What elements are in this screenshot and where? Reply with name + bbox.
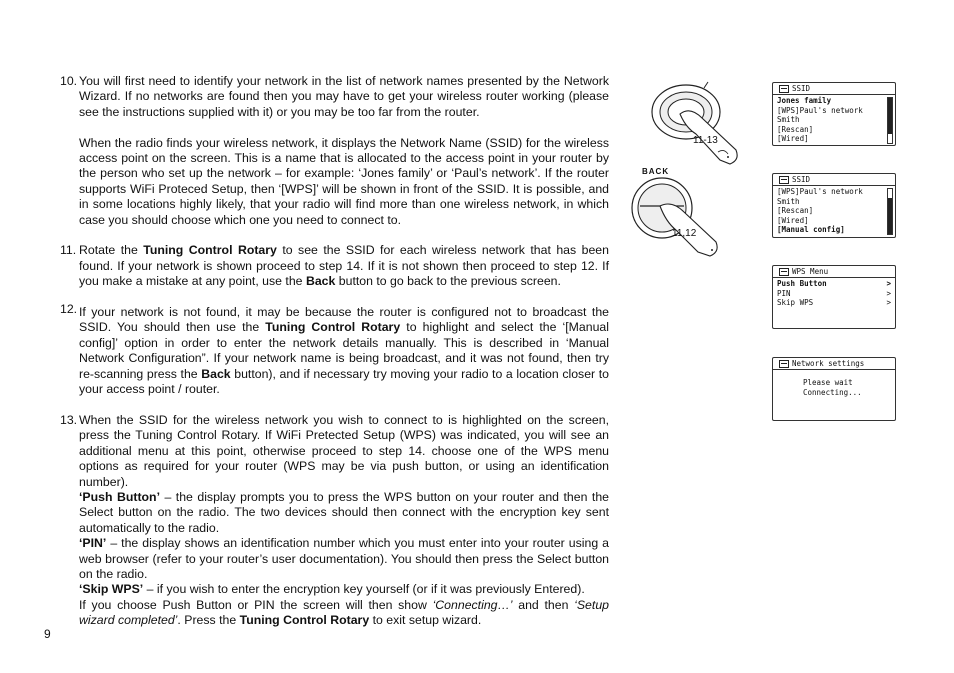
ssid-list-item[interactable]: [Rescan]	[777, 124, 814, 134]
step-12-paragraph: If your network is not found, it may be because the router is configured not to broadcast the SSID. You should then use the Tuning Control Rotary to highlight and select the ‘[Manual config]’ option in order to enter the network details manually. This is described in ‘Manual Network Configuration”. If your network name is being broadcast, and it was not found, then try re-scanning press the Back button), and if necessary try moving your radio to a location closer to your access point / router.	[79, 305, 609, 397]
back-label: BACK	[642, 167, 670, 176]
ssid-list-item[interactable]: Smith	[777, 115, 800, 125]
step-number: 11.	[60, 243, 77, 258]
step-13	[56, 413, 609, 629]
dial-step-label: 11-13	[693, 135, 718, 146]
display-icon	[779, 85, 789, 93]
pin-description: ‘PIN’ – the display shows an identification number which you must enter into your router using a web browser (refer to your router’s user documentation). You should then press the Select button on the radio.	[79, 536, 609, 581]
ssid-list-item[interactable]: [Manual config]	[777, 225, 845, 235]
scrollbar[interactable]	[887, 188, 893, 235]
wps-menu-item-pin[interactable]: PIN >	[777, 288, 891, 298]
ssid-list-item[interactable]: [Wired]	[777, 215, 809, 225]
page-number: 9	[44, 627, 51, 641]
step-10-paragraph-1: You will first need to identify your network in the list of network names presented by the Network Wizard. If no networks are found then you may have to get your wireless router working (please see the instructions supplied with it) or you may be too far from the router.	[79, 74, 609, 119]
wps-menu-item-push-button[interactable]: Push Button >	[777, 279, 891, 288]
step-12	[56, 302, 609, 397]
push-button-description: ‘Push Button’ – the display prompts you to press the WPS button on your router and then the Select button on the radio. The two devices should then connect with the encryption key sent automatically to the radio.	[79, 489, 609, 535]
skip-wps-description: ‘Skip WPS’ – if you wish to enter the encryption key yourself (or if it was previously Entered).	[79, 582, 585, 597]
ssid-list-item[interactable]: [WPS]Paul's network	[777, 105, 863, 115]
instructions-column	[56, 74, 609, 629]
screen-title: SSID	[792, 175, 811, 185]
screen-title: SSID	[792, 84, 811, 94]
ssid-screen-1	[772, 82, 896, 146]
step-number: 13.	[60, 412, 78, 427]
step-number: 12.	[60, 302, 78, 317]
back-step-label: 11,12	[672, 228, 697, 239]
step-13-paragraph: When the SSID for the wireless network you wish to connect to is highlighted on the screen, press the Tuning Control Rotary. If WiFi Pretected Setup (WPS) was indicated, you will see an additional menu at this point, otherwise proceed to step 14. choose one of the WPS menu options as required for your router (WPS may be via push button, or using an identification number).	[79, 412, 609, 489]
ssid-list-item[interactable]: Smith	[777, 196, 800, 206]
step-11-paragraph: Rotate the Tuning Control Rotary to see the SSID for each wireless network that has been found. If your network is shown proceed to step 14. If it is not shown then proceed to step 12. If you make a mistake at any point, use the Back button to go back to the previous screen.	[79, 243, 609, 289]
display-icon	[779, 360, 789, 368]
screen-title: WPS Menu	[792, 267, 829, 277]
final-instruction: If you choose Push Button or PIN the screen will then show ‘Connecting…’ and then ‘Setup wizard completed’. Press the Tuning Control Rotary to exit setup wizard.	[79, 597, 609, 628]
ssid-list-item[interactable]: Jones family	[777, 96, 832, 105]
please-wait-text: Please wait	[803, 378, 853, 387]
step-number: 10.	[60, 74, 78, 88]
ssid-screen-2	[772, 173, 896, 238]
display-icon	[779, 268, 789, 276]
network-settings-screen	[772, 357, 896, 421]
scrollbar[interactable]	[887, 97, 893, 144]
ssid-list-item[interactable]: [Rescan]	[777, 206, 814, 216]
ssid-list-item[interactable]: [WPS]Paul's network	[777, 187, 863, 196]
wps-menu-item-skip-wps[interactable]: Skip WPS >	[777, 298, 891, 308]
step-11	[56, 243, 609, 289]
ssid-list-item[interactable]: [Wired]	[777, 134, 809, 144]
wps-menu-screen	[772, 265, 896, 329]
back-button-illustration	[626, 176, 726, 261]
tuning-dial-illustration	[640, 78, 750, 168]
step-10-paragraph-2: When the radio finds your wireless network, it displays the Network Name (SSID) for the wireless access point on the screen. This is a name that is allocated to the access point in your router by the person who set up the network – for example: ‘Jones family’ or ‘Paul’s network’. If the router supports WiFi Proteced Setup, then ‘[WPS]’ will be shown in front of the SSID. It is possible, and in some locations highly likely, that your radio will find more than one wireless network, in which case you should choose which one you need to connect to.	[79, 135, 609, 227]
display-icon	[779, 176, 789, 184]
screen-title: Network settings	[792, 359, 865, 369]
step-10	[56, 74, 609, 228]
connecting-text: Connecting...	[803, 387, 862, 397]
